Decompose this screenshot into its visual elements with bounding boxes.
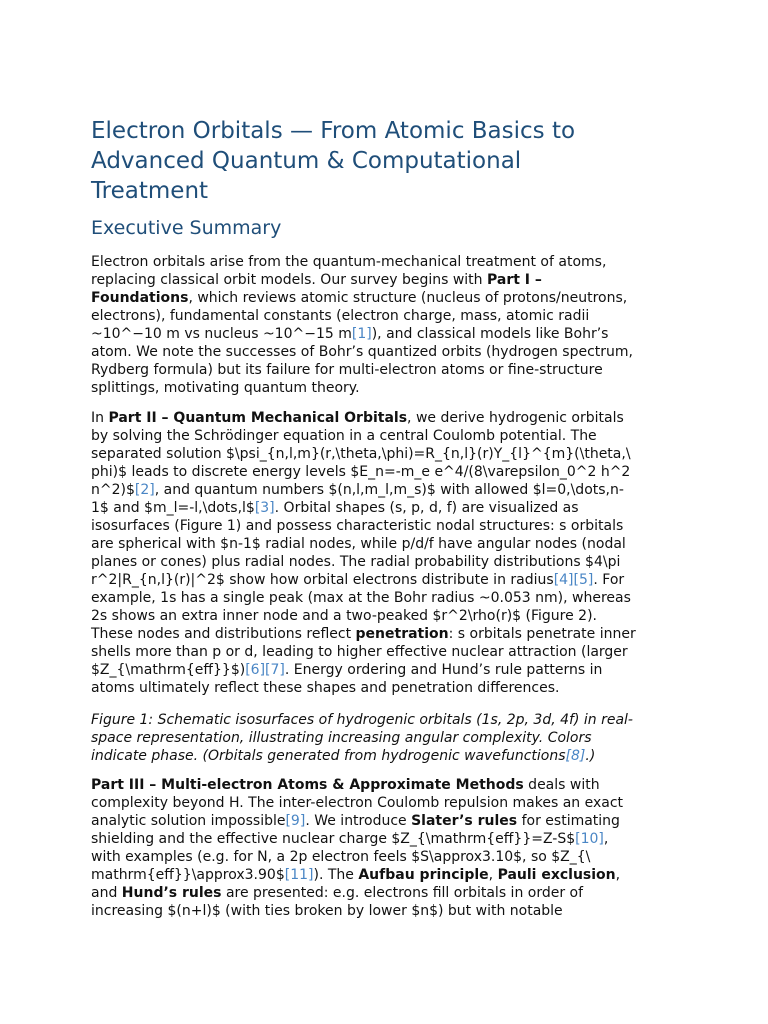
citation-link[interactable]: [10] [575,831,604,847]
citation-link[interactable]: [1] [351,326,372,342]
document-title [91,116,691,206]
citation-link[interactable]: [5] [573,572,594,588]
citation-link[interactable]: [9] [285,813,306,829]
paragraph-part-one: Electron orbitals arise from the quantum-mechanical treatment of atoms, replacing classical orbit models. Our survey begins with Part I – Foundations, which reviews atomic structure (nucleus of protons/neutrons, electrons), fundamental constants (electron charge, mass, atomic radii ~10^−10 m vs nucleus ~10^−15 m[1]), and classical models like Bohr’s atom. We note the successes of Bohr’s quantized orbits (hydrogen spectrum, Rydberg formula) but its failure for multi-electron atoms or fine-structure splittings, motivating quantum theory. [91,254,633,396]
paragraph-part-three: Part III – Multi-electron Atoms & Approximate Methods deals with complexity beyond H. The inter-electron Coulomb repulsion makes an exact analytic solution impossible[9]. We introduce Slater’s rules for estimating shielding and the effective nuclear charge $Z_{\mathrm{eff}}=Z-S$[10], with examples (e.g. for N, a 2p electron feels $S\approx3.10$, so $Z_{\ mathrm{eff}}\approx3.90$[11]). The Aufbau principle, Pauli exclusion, and Hund’s rules are presented: e.g. electrons fill orbitals in order of increasing $(n+l)$ (with ties broken by lower $n$) but with notable [91,777,624,919]
citation-link[interactable]: [3] [254,500,275,516]
paragraph-part-two: In Part II – Quantum Mechanical Orbitals, we derive hydrogenic orbitals by solving the Schrödinger equation in a central Coulomb potential. The separated solution $\psi_{n,l,m}(r,\theta,\phi)=R_{n,l}(r)Y_{l}^{m}(\theta,\ phi)$ leads to discrete energy levels $E_n=-m_e e^4/(8\varepsilon_0^2 h^2 n^2)$[2], and quantum numbers $(n,l,m_l,m_s)$ with allowed $l=0,\dots,n- 1$ and $m_l=-l,\dots,l$[3]. Orbital shapes (s, p, d, f) are visualized as isosurfaces (Figure 1) and possess characteristic nodal structures: s orbitals are spherical with $n-1$ radial nodes, while p/d/f have angular nodes (nodal planes or cones) plus radial nodes. The radial probability distributions $4\pi r^2|R_{n,l}(r)|^2$ show how orbital electrons distribute in radius[4][5]. For example, 1s has a single peak (max at the Bohr radius ~0.053 nm), whereas 2s shows an extra inner node and a two-peaked $r^2\rho(r)$ (Figure 2). These nodes and distributions reflect penetration: s orbitals penetrate inner shells more than p or d, leading to higher effective nuclear attraction (larger $Z_{\mathrm{eff}}$)[6][7]. Energy ordering and Hund’s rule patterns in atoms ultimately reflect these shapes and penetration differences. [91,410,636,696]
citation-link[interactable]: [7] [265,662,285,678]
citation-link[interactable]: [2] [134,482,155,498]
title-line: Treatment [91,178,209,204]
section-heading: Executive Summary [91,217,282,239]
citation-link[interactable]: [8] [565,748,586,764]
title-line: Advanced Quantum & Computational [91,148,522,174]
figure-caption: Figure 1: Schematic isosurfaces of hydrogenic orbitals (1s, 2p, 3d, 4f) in real- space representation, illustrating increasing angular complexity. Colors indicate phase. (Orbitals generated from hydrogenic wavefunctions[8].) [91,712,633,764]
citation-link[interactable]: [11] [284,867,314,883]
title-line: Electron Orbitals — From Atomic Basics to [91,118,576,144]
citation-link[interactable]: [6] [245,662,266,678]
citation-link[interactable]: [4] [553,572,574,588]
